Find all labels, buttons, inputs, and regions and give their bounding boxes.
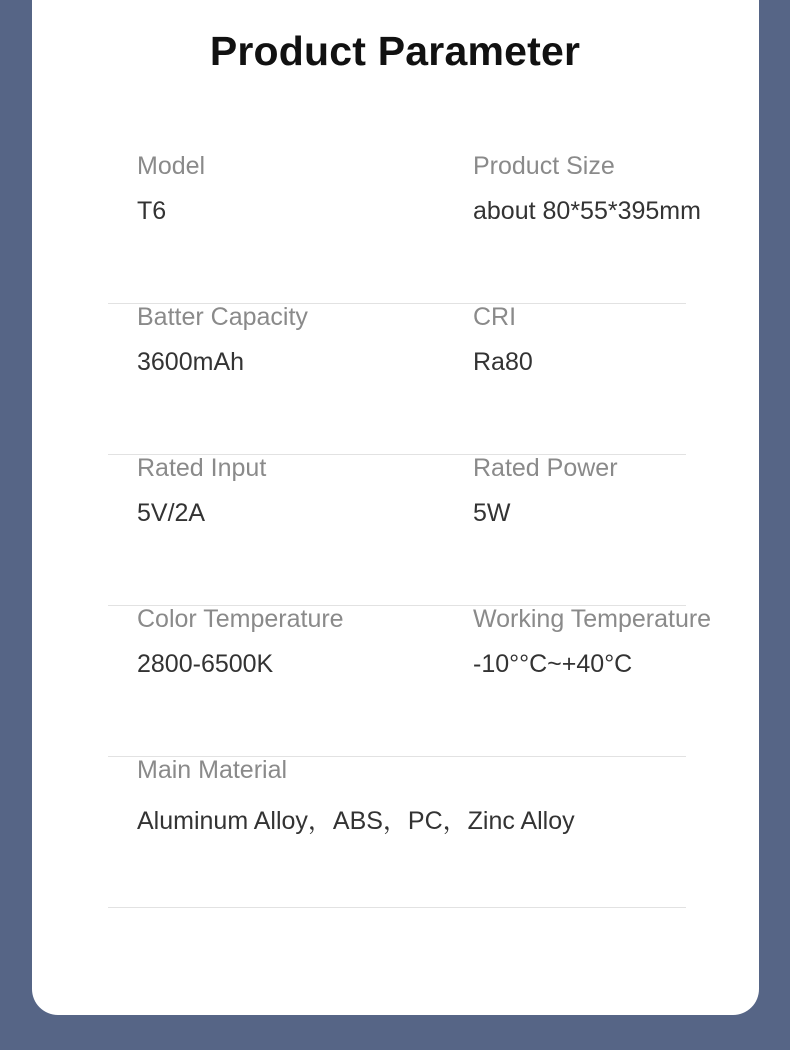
parameter-row (108, 605, 712, 757)
page-title: Product Parameter (209, 28, 581, 74)
parameter-value: 2800-6500K (137, 650, 274, 678)
parameter-row (108, 454, 686, 606)
parameter-value: 5W (473, 499, 511, 527)
parameter-label: CRI (473, 303, 517, 331)
parameter-label: Color Temperature (137, 605, 344, 633)
parameter-row (108, 152, 701, 304)
parameter-value: 5V/2A (137, 499, 206, 527)
parameter-row (108, 303, 686, 455)
parameter-value: Aluminum Alloy，ABS，PC，Zinc Alloy (137, 807, 575, 835)
parameter-label: Batter Capacity (137, 303, 308, 331)
parameter-label: Working Temperature (473, 605, 712, 633)
parameter-label: Model (137, 152, 206, 180)
parameter-label: Product Size (473, 152, 615, 180)
parameter-value: 3600mAh (137, 348, 245, 376)
parameter-value: Ra80 (473, 348, 533, 376)
parameter-value: -10°°C~+40°C (473, 650, 633, 678)
parameter-label: Main Material (137, 756, 288, 784)
parameter-label: Rated Power (473, 454, 618, 482)
parameter-label: Rated Input (137, 454, 267, 482)
parameter-value: about 80*55*395mm (473, 197, 701, 225)
parameter-value: T6 (137, 197, 167, 225)
parameter-row (108, 756, 686, 908)
